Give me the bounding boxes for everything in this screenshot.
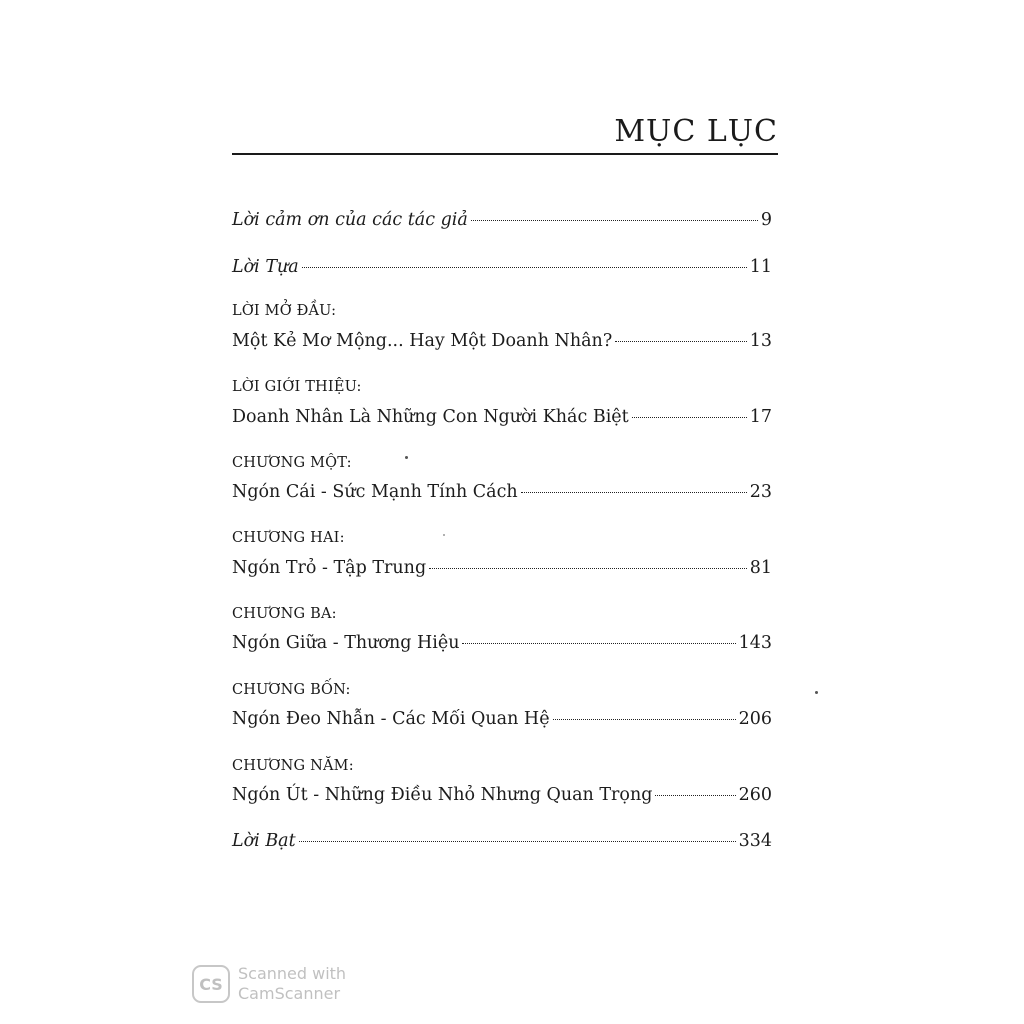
toc-entry-chapter-4 <box>232 707 772 731</box>
toc-entry-title: Một Kẻ Mơ Mộng... Hay Một Doanh Nhân? <box>232 331 613 351</box>
dot-leader <box>553 719 736 720</box>
title-rule <box>232 153 778 155</box>
dot-leader <box>302 267 747 268</box>
dot-leader <box>632 417 747 418</box>
toc-entry-page: 143 <box>738 633 772 653</box>
toc-entry-introduction-1 <box>232 329 772 353</box>
toc-entry-afterword <box>232 829 772 853</box>
dot-leader <box>299 841 736 842</box>
toc-entry-chapter-1 <box>232 480 772 504</box>
watermark-text <box>238 964 346 1004</box>
toc-entry-page: 23 <box>749 482 772 502</box>
toc-entry-chapter-5 <box>232 783 772 807</box>
toc-entry-page: 334 <box>738 831 772 851</box>
toc-section-label: CHƯƠNG NĂM: <box>232 758 354 774</box>
toc-entry-title: Doanh Nhân Là Những Con Người Khác Biệt <box>232 407 629 427</box>
watermark-line-1: Scanned with <box>238 964 347 983</box>
toc-entry-title: Lời Bạt <box>232 831 296 851</box>
toc-entry-acknowledgements <box>232 208 772 232</box>
toc-entry-page: 17 <box>749 407 772 427</box>
toc-entry-foreword <box>232 255 772 279</box>
dot-leader <box>521 492 747 493</box>
toc-entry-title: Ngón Trỏ - Tập Trung <box>232 558 427 578</box>
toc-entry-title: Ngón Cái - Sức Mạnh Tính Cách <box>232 482 518 502</box>
toc-section-label: CHƯƠNG HAI: <box>232 530 345 546</box>
camscanner-watermark <box>192 964 346 1004</box>
toc-entry-page: 81 <box>749 558 772 578</box>
toc-entry-chapter-2 <box>232 556 772 580</box>
page-title: MỤC LỤC <box>614 114 778 149</box>
toc-entry-page: 260 <box>738 785 772 805</box>
toc-entry-page: 13 <box>749 331 772 351</box>
toc-section-label: LỜI GIỚI THIỆU: <box>232 379 362 395</box>
watermark-line-2: CamScanner <box>238 984 341 1003</box>
dot-leader <box>429 568 747 569</box>
toc-entry-title: Ngón Đeo Nhẫn - Các Mối Quan Hệ <box>232 709 550 729</box>
toc-entry-title: Ngón Giữa - Thương Hiệu <box>232 633 460 653</box>
scan-speck <box>405 456 408 459</box>
toc-entry-introduction-2 <box>232 405 772 429</box>
toc-entry-title: Ngón Út - Những Điều Nhỏ Nhưng Quan Trọng <box>232 785 653 805</box>
toc-section-label: LỜI MỞ ĐẦU: <box>232 303 337 319</box>
toc-entry-page: 9 <box>760 210 772 230</box>
toc-entry-page: 11 <box>749 257 772 277</box>
scan-speck <box>815 691 818 694</box>
toc-entry-chapter-3 <box>232 631 772 655</box>
dot-leader <box>471 220 758 221</box>
toc-section-label: CHƯƠNG MỘT: <box>232 455 352 471</box>
toc-section-label: CHƯƠNG BỐN: <box>232 682 351 698</box>
toc-entry-title: Lời cảm ơn của các tác giả <box>232 210 468 230</box>
dot-leader <box>615 341 747 342</box>
scan-speck <box>443 534 445 536</box>
dot-leader <box>462 643 735 644</box>
toc-entry-page: 206 <box>738 709 772 729</box>
dot-leader <box>655 795 735 796</box>
camscanner-logo-icon: CS <box>192 965 230 1003</box>
toc-section-label: CHƯƠNG BA: <box>232 606 337 622</box>
toc-entry-title: Lời Tựa <box>232 257 299 277</box>
